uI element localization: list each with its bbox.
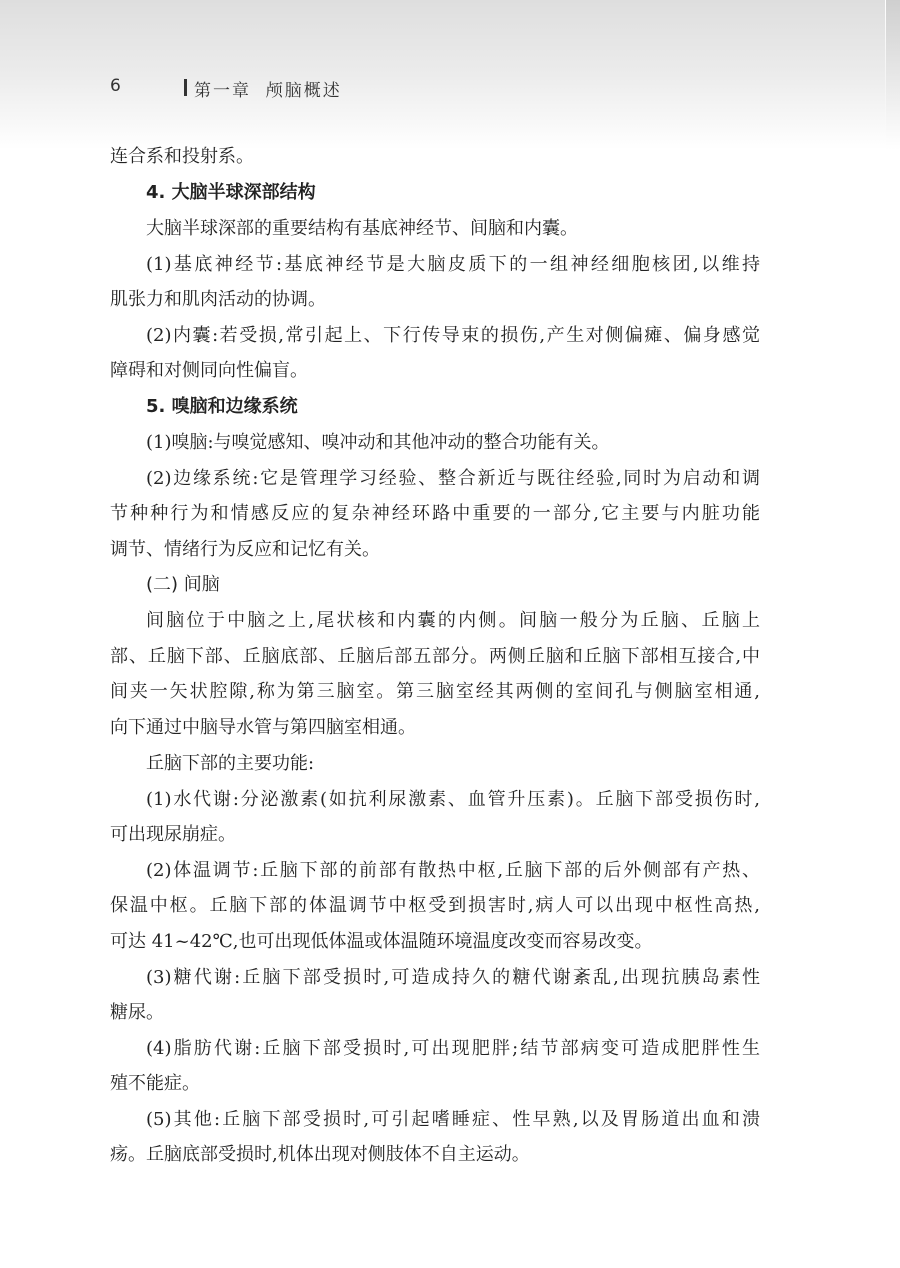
paragraph-line: (2)体温调节:丘脑下部的前部有散热中枢,丘脑下部的后外侧部有产热、 [146,860,760,881]
paragraph-line: 连合系和投射系。 [110,146,254,167]
paragraph-line: 节种种行为和情感反应的复杂神经环路中重要的一部分,它主要与内脏功能 [110,503,760,524]
page-number: 6 [110,76,121,96]
paragraph-line: 间脑位于中脑之上,尾状核和内囊的内侧。间脑一般分为丘脑、丘脑上 [146,610,760,631]
paragraph-line: (1)基底神经节:基底神经节是大脑皮质下的一组神经细胞核团,以维持 [146,254,760,275]
subsection-heading: (二) 间脑 [146,574,220,595]
paragraph-line: 间夹一矢状腔隙,称为第三脑室。第三脑室经其两侧的室间孔与侧脑室相通, [110,681,760,702]
paragraph-line: (1)嗅脑:与嗅觉感知、嗅冲动和其他冲动的整合功能有关。 [146,432,610,453]
paragraph-line: 疡。丘脑底部受损时,机体出现对侧肢体不自主运动。 [110,1144,530,1165]
paragraph-line: 丘脑下部的主要功能: [146,753,315,774]
paragraph-line: (2)内囊:若受损,常引起上、下行传导束的损伤,产生对侧偏瘫、偏身感觉 [146,325,760,346]
paragraph-line: 糖尿。 [110,1002,164,1023]
paragraph-line: 可出现尿崩症。 [110,824,236,845]
paragraph-line: (3)糖代谢:丘脑下部受损时,可造成持久的糖代谢紊乱,出现抗胰岛素性 [146,967,760,988]
paragraph-line: 障碍和对侧同向性偏盲。 [110,360,308,381]
paragraph-line: (1)水代谢:分泌激素(如抗利尿激素、血管升压素)。丘脑下部受损伤时, [146,789,760,810]
paragraph-line: (5)其他:丘脑下部受损时,可引起嗜睡症、性早熟,以及胃肠道出血和溃 [146,1109,760,1130]
paragraph-line: 殖不能症。 [110,1073,200,1094]
section-heading: 4. 大脑半球深部结构 [146,182,316,203]
paragraph-line: 向下通过中脑导水管与第四脑室相通。 [110,717,416,738]
paragraph-line: 肌张力和肌肉活动的协调。 [110,289,326,310]
paragraph-line: (4)脂肪代谢:丘脑下部受损时,可出现肥胖;结节部病变可造成肥胖性生 [146,1038,760,1059]
paragraph-line: (2)边缘系统:它是管理学习经验、整合新近与既往经验,同时为启动和调 [146,468,760,489]
paragraph-line: 可达 41~42℃,也可出现低体温或体温随环境温度改变而容易改变。 [110,931,653,952]
running-header-chapter-title: 第一章 颅脑概述 [194,81,342,101]
section-heading: 5. 嗅脑和边缘系统 [146,396,298,417]
paragraph-line: 调节、情绪行为反应和记忆有关。 [110,539,380,560]
paragraph-line: 大脑半球深部的重要结构有基底神经节、间脑和内囊。 [146,218,578,239]
paragraph-line: 保温中枢。丘脑下部的体温调节中枢受到损害时,病人可以出现中枢性高热, [110,895,760,916]
paragraph-line: 部、丘脑下部、丘脑底部、丘脑后部五部分。两侧丘脑和丘脑下部相互接合,中 [110,646,760,667]
